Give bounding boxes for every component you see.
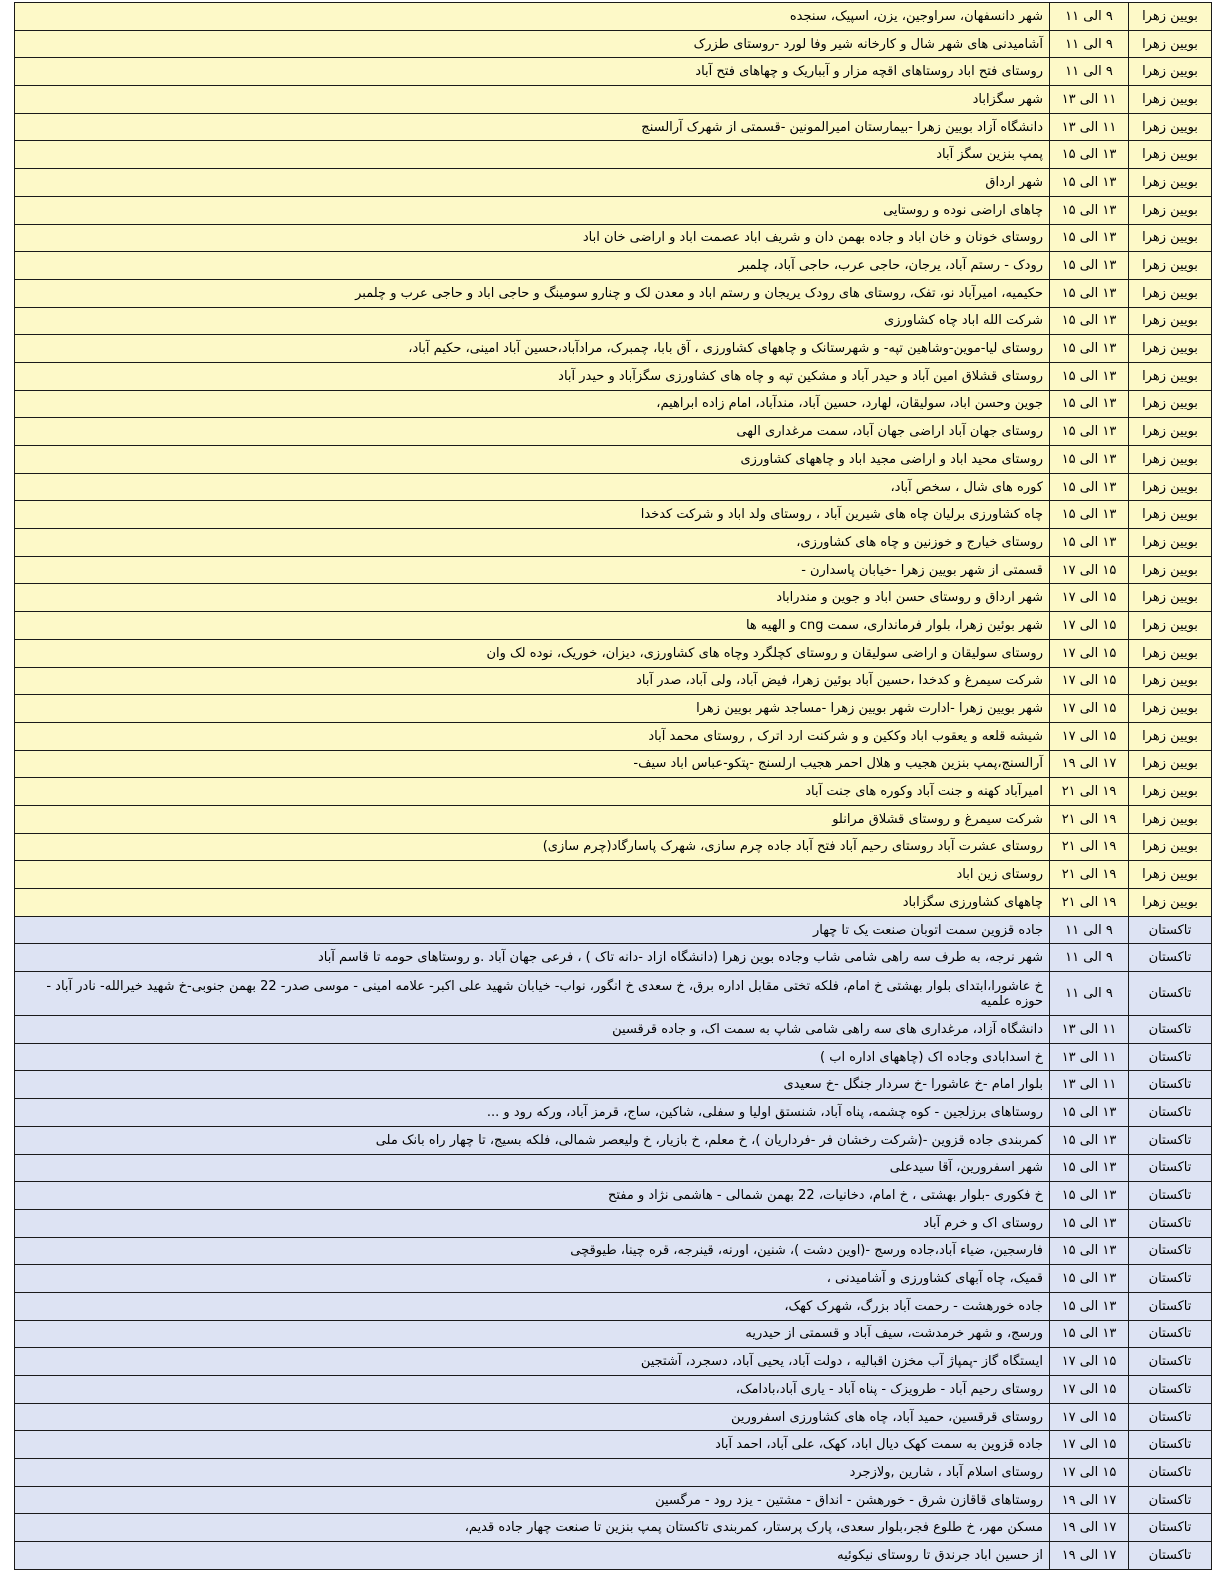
- time-range-cell: ۱۱ الی ۱۳: [1050, 1043, 1129, 1071]
- time-range-cell: ۱۷ الی ۱۹: [1050, 1514, 1129, 1542]
- city-cell: بویین زهرا: [1129, 58, 1212, 86]
- time-range-cell: ۱۳ الی ۱۵: [1050, 307, 1129, 335]
- table-row: [15, 3, 1212, 31]
- area-cell: چاه کشاورزی برلیان چاه های شیرین آباد ، روستای ولد اباد و شرکت کدخدا: [15, 501, 1050, 529]
- table-row: [15, 833, 1212, 861]
- table-body: [15, 3, 1212, 1570]
- city-cell: تاکستان: [1129, 1459, 1212, 1487]
- time-range-cell: ۱۳ الی ۱۵: [1050, 1292, 1129, 1320]
- table-row: [15, 418, 1212, 446]
- table-row: [15, 196, 1212, 224]
- time-range-cell: ۱۷ الی ۱۹: [1050, 1542, 1129, 1570]
- area-cell: خ عاشورا،ابتدای بلوار بهشتی خ امام، فلکه تختی مقابل اداره برق، خ سعدی خ انگور، نواب- خیابان شهید علی اکبر- علامه امینی - موسی صدر- 22 بهمن جنوبی-خ شهید خیرالله- نادر آباد - حوزه علمیه: [15, 972, 1050, 1016]
- city-cell: بویین زهرا: [1129, 169, 1212, 197]
- time-range-cell: ۱۵ الی ۱۷: [1050, 556, 1129, 584]
- time-range-cell: ۱۳ الی ۱۵: [1050, 224, 1129, 252]
- time-range-cell: ۱۵ الی ۱۷: [1050, 584, 1129, 612]
- time-range-cell: ۱۵ الی ۱۷: [1050, 1431, 1129, 1459]
- table-row: [15, 805, 1212, 833]
- city-cell: بویین زهرا: [1129, 889, 1212, 917]
- table-row: [15, 1431, 1212, 1459]
- table-row: [15, 1265, 1212, 1293]
- area-cell: شهر سگزاباد: [15, 86, 1050, 114]
- city-cell: تاکستان: [1129, 1376, 1212, 1404]
- time-range-cell: ۹ الی ۱۱: [1050, 30, 1129, 58]
- table-row: [15, 584, 1212, 612]
- city-cell: تاکستان: [1129, 1126, 1212, 1154]
- area-cell: حکیمیه، امیرآباد نو، تفک، روستای های رودک یریجان و رستم اباد و معدن لک و چنارو سومینگ و حاجی اباد و حاجی عرب و چلمبر: [15, 279, 1050, 307]
- city-cell: بویین زهرا: [1129, 529, 1212, 557]
- city-cell: بویین زهرا: [1129, 418, 1212, 446]
- table-row: [15, 1348, 1212, 1376]
- area-cell: روستاهای برزلجین - کوه چشمه، پناه آباد، شنستق اولیا و سفلی، شاکین، ساج، قرمز آباد، ورکه رود و ...: [15, 1099, 1050, 1127]
- table-row: [15, 335, 1212, 363]
- table-row: [15, 916, 1212, 944]
- time-range-cell: ۱۵ الی ۱۷: [1050, 1348, 1129, 1376]
- city-cell: تاکستان: [1129, 1237, 1212, 1265]
- city-cell: بویین زهرا: [1129, 335, 1212, 363]
- area-cell: کوره های شال ، سخص آباد،: [15, 473, 1050, 501]
- table-row: [15, 279, 1212, 307]
- city-cell: بویین زهرا: [1129, 196, 1212, 224]
- table-row: [15, 1209, 1212, 1237]
- city-cell: بویین زهرا: [1129, 750, 1212, 778]
- area-cell: کمربندی جاده قزوین -(شرکت رخشان فر -فرداریان )، خ معلم، خ بازیار، خ ولیعصر شمالی، فلکه بسیج، تا چهار راه بانک ملی: [15, 1126, 1050, 1154]
- area-cell: روستای رحیم آباد - طرویزک - پناه آباد - یاری آباد،بادامک،: [15, 1376, 1050, 1404]
- table-row: [15, 473, 1212, 501]
- table-row: [15, 1514, 1212, 1542]
- time-range-cell: ۱۳ الی ۱۵: [1050, 529, 1129, 557]
- table-row: [15, 1071, 1212, 1099]
- time-range-cell: ۱۹ الی ۲۱: [1050, 778, 1129, 806]
- area-cell: روستای خیارج و خوزنین و چاه های کشاورزی،: [15, 529, 1050, 557]
- time-range-cell: ۱۱ الی ۱۳: [1050, 1071, 1129, 1099]
- area-cell: رودک - رستم آباد، یرجان، حاجی عرب، حاجی آباد، چلمبر: [15, 252, 1050, 280]
- table-row: [15, 1099, 1212, 1127]
- city-cell: تاکستان: [1129, 1209, 1212, 1237]
- time-range-cell: ۱۳ الی ۱۵: [1050, 1237, 1129, 1265]
- time-range-cell: ۱۳ الی ۱۵: [1050, 1126, 1129, 1154]
- time-range-cell: ۱۳ الی ۱۵: [1050, 1099, 1129, 1127]
- city-cell: تاکستان: [1129, 1071, 1212, 1099]
- city-cell: تاکستان: [1129, 1348, 1212, 1376]
- table-row: [15, 1182, 1212, 1210]
- area-cell: شهر بوئین زهرا، بلوار فرمانداری، سمت cng و الهیه ها: [15, 612, 1050, 640]
- area-cell: روستای لیا-موین-وشاهین تپه- و شهرستانک و چاههای کشاورزی ، آق بابا، چمبرک، مرادآباد،حسین آباد امینی، حکیم آباد،: [15, 335, 1050, 363]
- time-range-cell: ۱۹ الی ۲۱: [1050, 861, 1129, 889]
- city-cell: بویین زهرا: [1129, 778, 1212, 806]
- time-range-cell: ۹ الی ۱۱: [1050, 58, 1129, 86]
- table-row: [15, 1403, 1212, 1431]
- table-row: [15, 169, 1212, 197]
- time-range-cell: ۱۵ الی ۱۷: [1050, 722, 1129, 750]
- city-cell: بویین زهرا: [1129, 667, 1212, 695]
- table-row: [15, 1376, 1212, 1404]
- area-cell: جاده خورهشت - رحمت آباد بزرگ، شهرک کهک،: [15, 1292, 1050, 1320]
- city-cell: بویین زهرا: [1129, 279, 1212, 307]
- area-cell: جاده قزوین سمت اتوبان صنعت یک تا چهار: [15, 916, 1050, 944]
- table-row: [15, 1043, 1212, 1071]
- area-cell: جوین وحسن اباد، سولیقان، لهارد، حسین آباد، مندآباد، امام زاده ابراهیم،: [15, 390, 1050, 418]
- time-range-cell: ۱۳ الی ۱۵: [1050, 196, 1129, 224]
- area-cell: شهر ارداق و روستای حسن اباد و جوین و مندراباد: [15, 584, 1050, 612]
- time-range-cell: ۱۳ الی ۱۵: [1050, 252, 1129, 280]
- time-range-cell: ۱۳ الی ۱۵: [1050, 362, 1129, 390]
- time-range-cell: ۹ الی ۱۱: [1050, 944, 1129, 972]
- table-row: [15, 1459, 1212, 1487]
- area-cell: دانشگاه آزاد بویین زهرا -بیمارستان امیرالمونین -قسمتی از شهرک آرالسنج: [15, 113, 1050, 141]
- time-range-cell: ۱۳ الی ۱۵: [1050, 141, 1129, 169]
- table-row: [15, 224, 1212, 252]
- city-cell: بویین زهرا: [1129, 584, 1212, 612]
- area-cell: روستای زین اباد: [15, 861, 1050, 889]
- city-cell: بویین زهرا: [1129, 612, 1212, 640]
- time-range-cell: ۱۹ الی ۲۱: [1050, 805, 1129, 833]
- table-row: [15, 390, 1212, 418]
- city-cell: تاکستان: [1129, 1043, 1212, 1071]
- city-cell: تاکستان: [1129, 1320, 1212, 1348]
- time-range-cell: ۱۵ الی ۱۷: [1050, 667, 1129, 695]
- area-cell: قسمتی از شهر بویین زهرا -خیابان پاسدارن -: [15, 556, 1050, 584]
- time-range-cell: ۱۷ الی ۱۹: [1050, 1486, 1129, 1514]
- city-cell: بویین زهرا: [1129, 556, 1212, 584]
- time-range-cell: ۱۵ الی ۱۷: [1050, 639, 1129, 667]
- area-cell: مسکن مهر، خ طلوع فجر،بلوار سعدی، پارک پرستار، کمربندی تاکستان پمپ بنزین تا صنعت چهار جاده قدیم،: [15, 1514, 1050, 1542]
- table-row: [15, 1016, 1212, 1044]
- area-cell: امیرآباد کهنه و جنت آباد وکوره های جنت آباد: [15, 778, 1050, 806]
- table-row: [15, 362, 1212, 390]
- outage-schedule-table: [14, 2, 1212, 1570]
- table-row: [15, 86, 1212, 114]
- time-range-cell: ۱۹ الی ۲۱: [1050, 833, 1129, 861]
- table-row: [15, 861, 1212, 889]
- time-range-cell: ۹ الی ۱۱: [1050, 3, 1129, 31]
- time-range-cell: ۱۳ الی ۱۵: [1050, 279, 1129, 307]
- table-row: [15, 1320, 1212, 1348]
- city-cell: بویین زهرا: [1129, 3, 1212, 31]
- area-cell: روستای محید اباد و اراضی مجید اباد و چاههای کشاورزی: [15, 446, 1050, 474]
- city-cell: تاکستان: [1129, 1514, 1212, 1542]
- city-cell: بویین زهرا: [1129, 141, 1212, 169]
- city-cell: بویین زهرا: [1129, 390, 1212, 418]
- area-cell: شهر اسفرورین، آقا سیدعلی: [15, 1154, 1050, 1182]
- table-row: [15, 944, 1212, 972]
- area-cell: روستای خونان و خان اباد و جاده بهمن دان و شریف اباد عصمت اباد و اراضی خان اباد: [15, 224, 1050, 252]
- area-cell: شهر بویین زهرا -ادارت شهر بویین زهرا -مساجد شهر بویین زهرا: [15, 695, 1050, 723]
- time-range-cell: ۱۱ الی ۱۳: [1050, 1016, 1129, 1044]
- time-range-cell: ۱۹ الی ۲۱: [1050, 889, 1129, 917]
- area-cell: روستای سولیقان و اراضی سولیقان و روستای کچلگرد وچاه های کشاورزی، دیزان، خوریک، نوده لک وان: [15, 639, 1050, 667]
- city-cell: بویین زهرا: [1129, 695, 1212, 723]
- city-cell: تاکستان: [1129, 1099, 1212, 1127]
- area-cell: از حسین اباد جرندق تا روستای نیکوئیه: [15, 1542, 1050, 1570]
- area-cell: روستای قشلاق امین آباد و حیدر آباد و مشکین تپه و چاه های کشاورزی سگزآباد و حیدر آباد: [15, 362, 1050, 390]
- area-cell: شرکت سیمرغ و روستای قشلاق مرانلو: [15, 805, 1050, 833]
- area-cell: روستای قرقسین، حمید آباد، چاه های کشاورزی اسفرورین: [15, 1403, 1050, 1431]
- city-cell: بویین زهرا: [1129, 833, 1212, 861]
- city-cell: تاکستان: [1129, 972, 1212, 1016]
- time-range-cell: ۱۳ الی ۱۵: [1050, 1182, 1129, 1210]
- time-range-cell: ۱۳ الی ۱۵: [1050, 473, 1129, 501]
- area-cell: روستای عشرت آباد روستای رحیم آباد فتح آباد جاده چرم سازی، شهرک پاسارگاد(چرم سازی): [15, 833, 1050, 861]
- time-range-cell: ۱۳ الی ۱۵: [1050, 1320, 1129, 1348]
- table-row: [15, 446, 1212, 474]
- table-row: [15, 667, 1212, 695]
- area-cell: روستای فتح اباد روستاهای اقچه مزار و آبباریک و چهاهای فتح آباد: [15, 58, 1050, 86]
- table-row: [15, 778, 1212, 806]
- area-cell: شرکت الله اباد چاه کشاورزی: [15, 307, 1050, 335]
- time-range-cell: ۱۳ الی ۱۵: [1050, 418, 1129, 446]
- city-cell: تاکستان: [1129, 1016, 1212, 1044]
- city-cell: تاکستان: [1129, 1265, 1212, 1293]
- time-range-cell: ۱۳ الی ۱۵: [1050, 390, 1129, 418]
- time-range-cell: ۱۳ الی ۱۵: [1050, 169, 1129, 197]
- table-row: [15, 307, 1212, 335]
- time-range-cell: ۱۵ الی ۱۷: [1050, 1403, 1129, 1431]
- area-cell: روستای اک و خرم آباد: [15, 1209, 1050, 1237]
- city-cell: تاکستان: [1129, 916, 1212, 944]
- table-row: [15, 889, 1212, 917]
- area-cell: شهر ارداق: [15, 169, 1050, 197]
- city-cell: بویین زهرا: [1129, 446, 1212, 474]
- area-cell: فارسجین، ضیاء آباد،جاده ورسج -(اوین دشت )، شنین، اورنه، قینرجه، قره چینا، طیوقچی: [15, 1237, 1050, 1265]
- table-row: [15, 1542, 1212, 1570]
- city-cell: تاکستان: [1129, 1486, 1212, 1514]
- area-cell: پمپ بنزین سگز آباد: [15, 141, 1050, 169]
- area-cell: قمیک، چاه آبهای کشاورزی و آشامیدنی ،: [15, 1265, 1050, 1293]
- table-row: [15, 113, 1212, 141]
- city-cell: بویین زهرا: [1129, 86, 1212, 114]
- table-row: [15, 722, 1212, 750]
- table-row: [15, 30, 1212, 58]
- table-row: [15, 58, 1212, 86]
- city-cell: تاکستان: [1129, 944, 1212, 972]
- table-row: [15, 695, 1212, 723]
- city-cell: بویین زهرا: [1129, 473, 1212, 501]
- table-row: [15, 1486, 1212, 1514]
- time-range-cell: ۱۳ الی ۱۵: [1050, 501, 1129, 529]
- city-cell: بویین زهرا: [1129, 805, 1212, 833]
- area-cell: چاههای کشاورزی سگزاباد: [15, 889, 1050, 917]
- city-cell: بویین زهرا: [1129, 501, 1212, 529]
- time-range-cell: ۹ الی ۱۱: [1050, 916, 1129, 944]
- city-cell: بویین زهرا: [1129, 722, 1212, 750]
- area-cell: خ اسدابادی وجاده اک (چاههای اداره اب ): [15, 1043, 1050, 1071]
- table-row: [15, 529, 1212, 557]
- area-cell: دانشگاه آزاد، مرغداری های سه راهی شامی شاپ به سمت اک، و جاده قرقسین: [15, 1016, 1050, 1044]
- time-range-cell: ۱۱ الی ۱۳: [1050, 86, 1129, 114]
- area-cell: آرالسنج،پمپ بنزین هجیب و هلال احمر هجیب ارلسنج -پتکو-عباس اباد سیف-: [15, 750, 1050, 778]
- table-row: [15, 252, 1212, 280]
- city-cell: بویین زهرا: [1129, 362, 1212, 390]
- city-cell: بویین زهرا: [1129, 639, 1212, 667]
- area-cell: شرکت سیمرغ و کدخدا ،حسین آباد بوئین زهرا، فیض آباد، ولی آباد، صدر آباد: [15, 667, 1050, 695]
- table-row: [15, 972, 1212, 1016]
- city-cell: بویین زهرا: [1129, 113, 1212, 141]
- area-cell: روستاهای قاقازن شرق - خورهشن - انداق - مشتین - یزد رود - مرگسین: [15, 1486, 1050, 1514]
- time-range-cell: ۱۱ الی ۱۳: [1050, 113, 1129, 141]
- area-cell: روستای اسلام آباد ، شارین ,ولازجرد: [15, 1459, 1050, 1487]
- table-row: [15, 501, 1212, 529]
- area-cell: شهر نرجه، به طرف سه راهی شامی شاب وجاده بوین زهرا (دانشگاه ازاد -دانه تاک ) ، فرعی جهان آباد .و روستاهای حومه تا قاسم آباد: [15, 944, 1050, 972]
- area-cell: روستای جهان آباد اراضی جهان آباد، سمت مرغداری الهی: [15, 418, 1050, 446]
- city-cell: بویین زهرا: [1129, 30, 1212, 58]
- time-range-cell: ۹ الی ۱۱: [1050, 972, 1129, 1016]
- city-cell: تاکستان: [1129, 1154, 1212, 1182]
- area-cell: شیشه قلعه و یعقوب اباد وککین و و شرکنت ارد اترک , روستای محمد آباد: [15, 722, 1050, 750]
- table-row: [15, 1126, 1212, 1154]
- time-range-cell: ۱۵ الی ۱۷: [1050, 695, 1129, 723]
- city-cell: بویین زهرا: [1129, 307, 1212, 335]
- time-range-cell: ۱۳ الی ۱۵: [1050, 1265, 1129, 1293]
- area-cell: بلوار امام -خ عاشورا -خ سردار جنگل -خ سعیدی: [15, 1071, 1050, 1099]
- area-cell: چاهای اراضی نوده و روستایی: [15, 196, 1050, 224]
- table-row: [15, 1154, 1212, 1182]
- city-cell: تاکستان: [1129, 1292, 1212, 1320]
- area-cell: ورسج، و شهر خرمدشت، سیف آباد و قسمتی از حیدریه: [15, 1320, 1050, 1348]
- time-range-cell: ۱۳ الی ۱۵: [1050, 1154, 1129, 1182]
- area-cell: جاده قزوین به سمت کهک دیال اباد، کهک، علی آباد، احمد آباد: [15, 1431, 1050, 1459]
- table-row: [15, 1237, 1212, 1265]
- time-range-cell: ۱۷ الی ۱۹: [1050, 750, 1129, 778]
- time-range-cell: ۱۳ الی ۱۵: [1050, 446, 1129, 474]
- table-row: [15, 1292, 1212, 1320]
- area-cell: ایستگاه گاز -پمپاژ آب مخزن اقبالیه ، دولت آباد، یحیی آباد، دسجرد، آشتجین: [15, 1348, 1050, 1376]
- table-row: [15, 612, 1212, 640]
- time-range-cell: ۱۵ الی ۱۷: [1050, 612, 1129, 640]
- time-range-cell: ۱۳ الی ۱۵: [1050, 335, 1129, 363]
- table-row: [15, 639, 1212, 667]
- city-cell: بویین زهرا: [1129, 861, 1212, 889]
- area-cell: خ فکوری -بلوار بهشتی ، خ امام، دخانیات، 22 بهمن شمالی - هاشمی نژاد و مفتح: [15, 1182, 1050, 1210]
- time-range-cell: ۱۳ الی ۱۵: [1050, 1209, 1129, 1237]
- table-row: [15, 750, 1212, 778]
- time-range-cell: ۱۵ الی ۱۷: [1050, 1376, 1129, 1404]
- city-cell: بویین زهرا: [1129, 224, 1212, 252]
- area-cell: شهر دانسفهان، سراوجین، یزن، اسپیک، سنجده: [15, 3, 1050, 31]
- table-row: [15, 556, 1212, 584]
- city-cell: تاکستان: [1129, 1431, 1212, 1459]
- city-cell: تاکستان: [1129, 1542, 1212, 1570]
- city-cell: بویین زهرا: [1129, 252, 1212, 280]
- city-cell: تاکستان: [1129, 1182, 1212, 1210]
- city-cell: تاکستان: [1129, 1403, 1212, 1431]
- area-cell: آشامیدنی های شهر شال و کارخانه شیر وفا لورد -روستای طزرک: [15, 30, 1050, 58]
- time-range-cell: ۱۵ الی ۱۷: [1050, 1459, 1129, 1487]
- table-row: [15, 141, 1212, 169]
